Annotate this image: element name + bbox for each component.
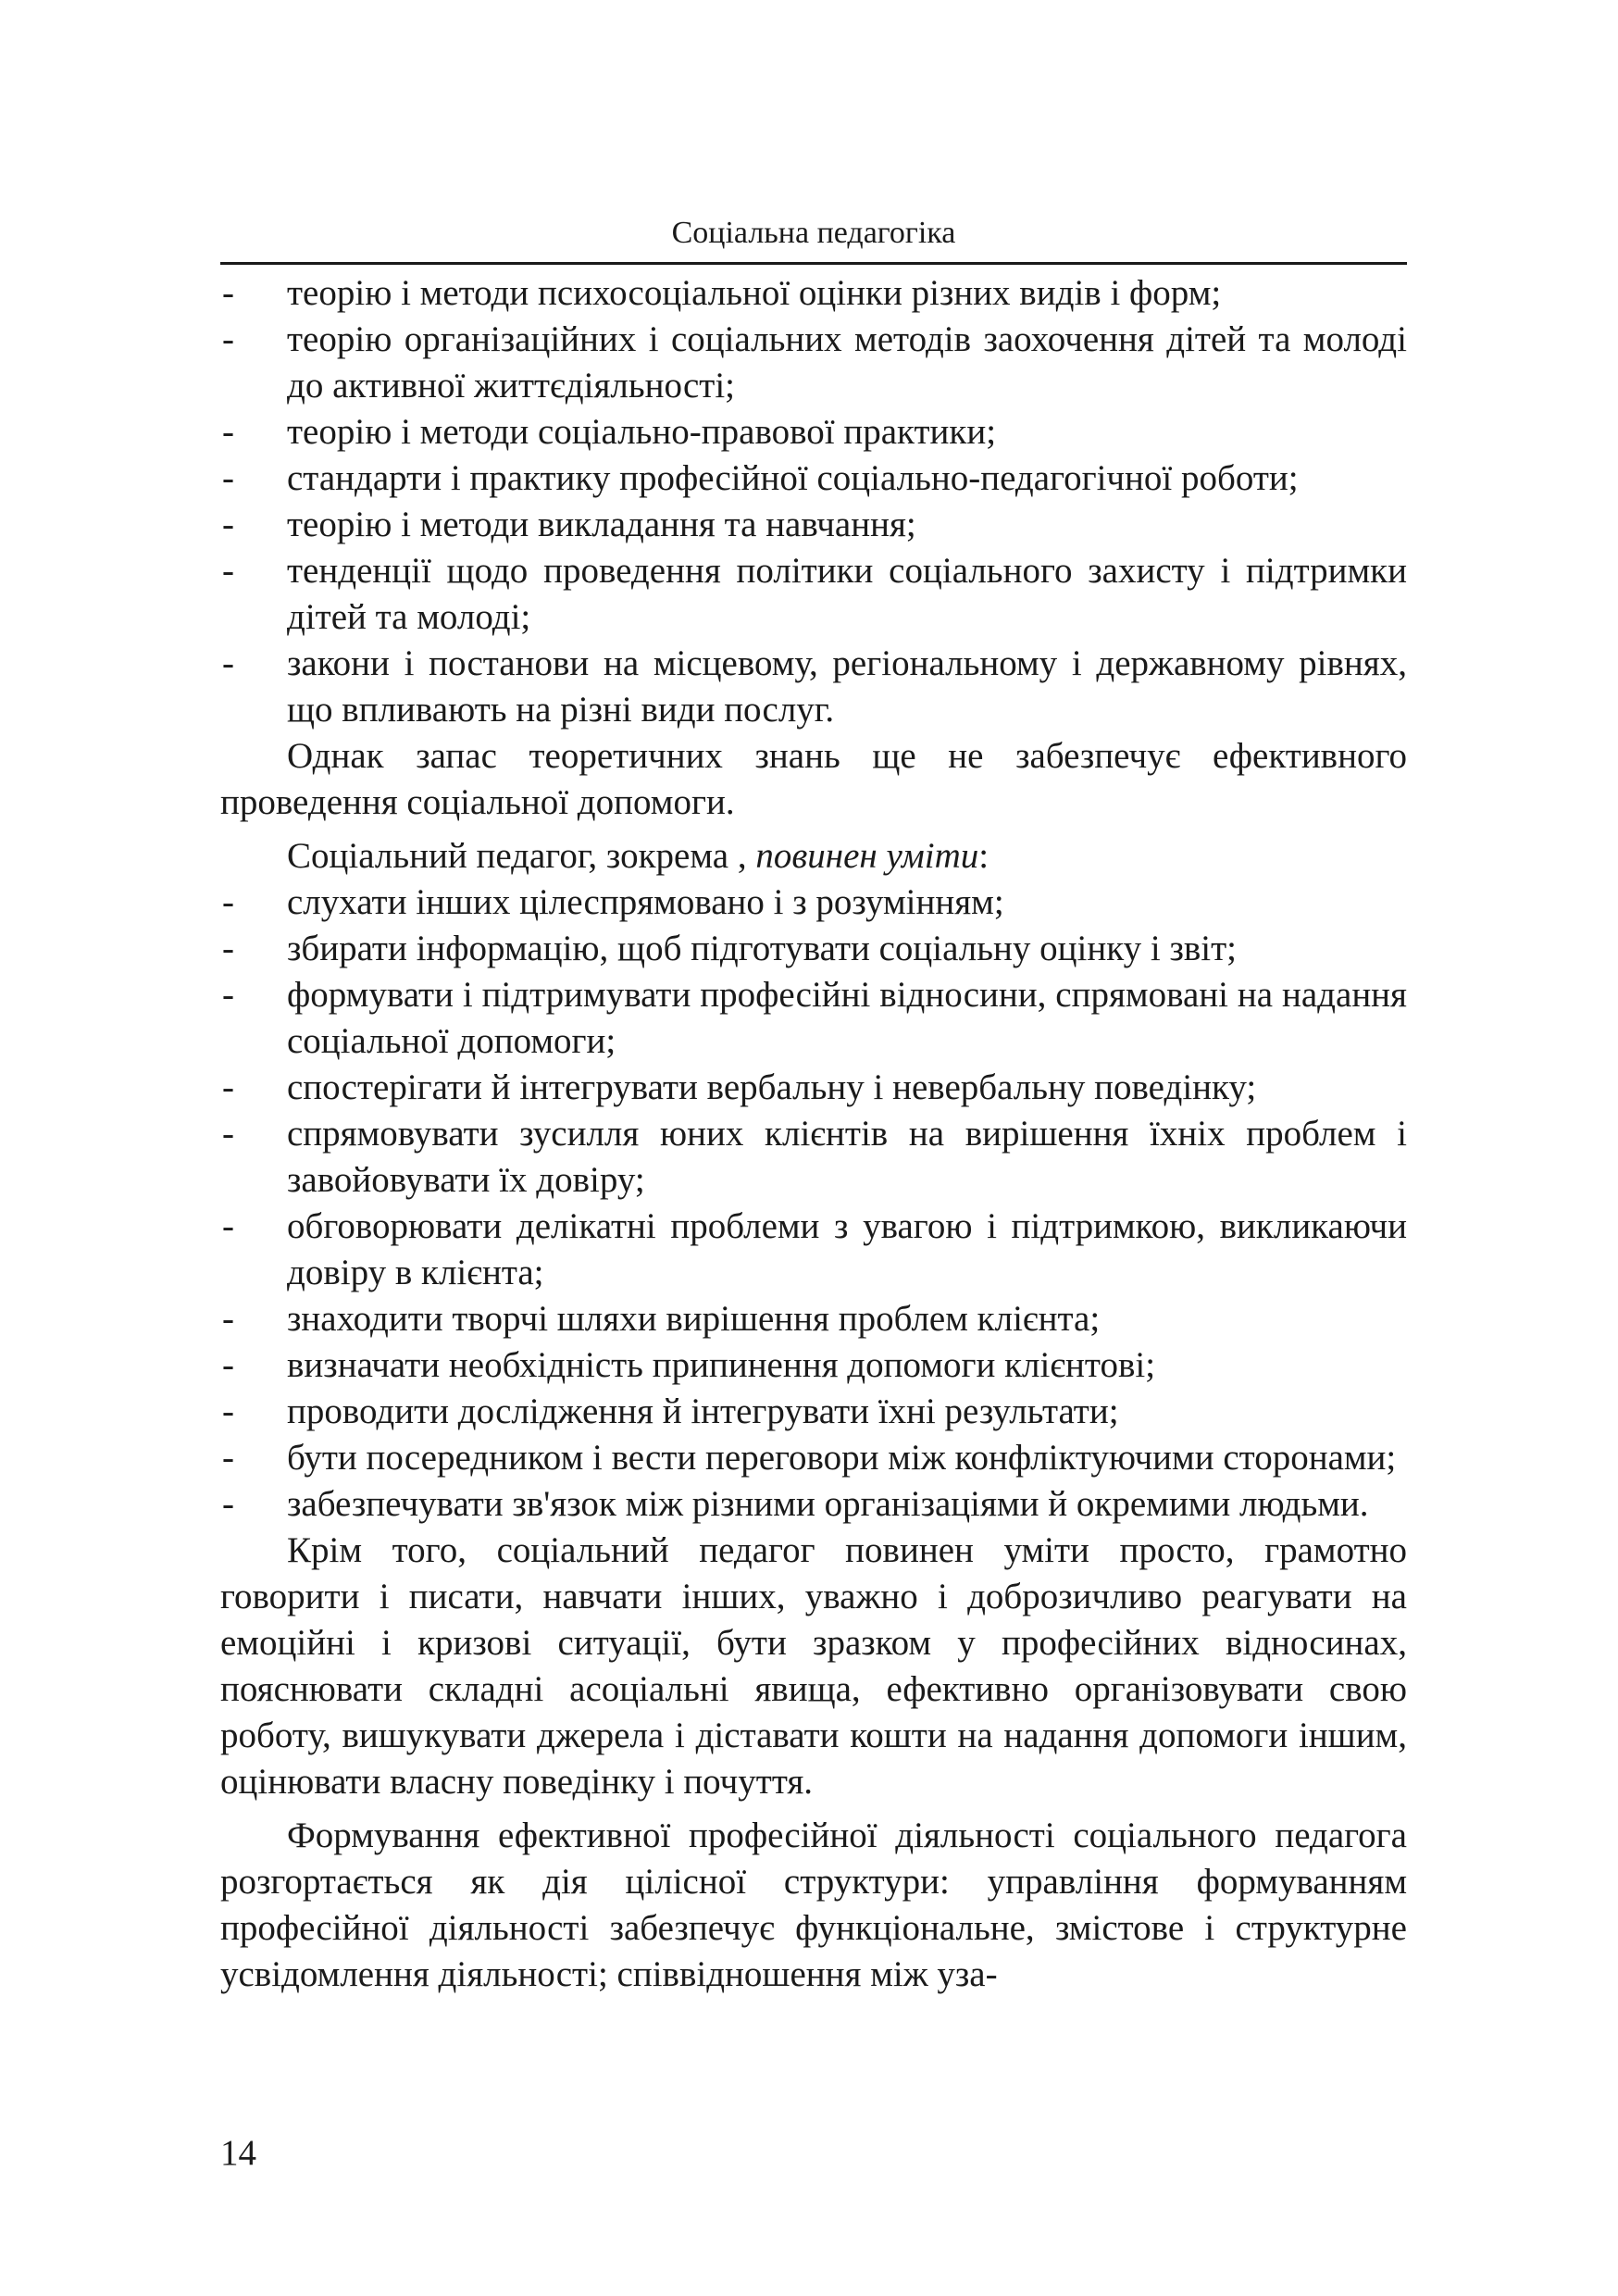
list-item xyxy=(220,880,1407,926)
list-item-text: спрямовувати зусилля юних клієнтів на вирішення їхніх проблем і завойовувати їх довіру; xyxy=(287,1114,1407,1200)
dash-marker: - xyxy=(222,1345,234,1385)
list-item xyxy=(220,1065,1407,1111)
dash-marker: - xyxy=(222,1206,234,1246)
list-item-text: бути посередником і вести переговори між конфліктуючими сторонами; xyxy=(287,1438,1397,1478)
list-item xyxy=(220,1389,1407,1435)
dash-marker: - xyxy=(222,319,234,359)
list-item xyxy=(220,1296,1407,1342)
dash-marker: - xyxy=(222,412,234,452)
dash-marker: - xyxy=(222,458,234,498)
running-head-title: Соціальна педагогіка xyxy=(671,216,956,250)
header-rule xyxy=(220,262,1407,265)
paragraph-skills-intro xyxy=(220,833,1407,880)
list-item-text: теорію і методи викладання та навчання; xyxy=(287,505,916,544)
dash-marker: - xyxy=(222,975,234,1015)
dash-marker: - xyxy=(222,1484,234,1524)
list-item-text: слухати інших цілеспрямовано і з розумінням; xyxy=(287,882,1004,922)
dash-marker: - xyxy=(222,882,234,922)
list-item xyxy=(220,972,1407,1065)
dash-marker: - xyxy=(222,929,234,968)
dash-marker: - xyxy=(222,551,234,591)
list-item-text: проводити дослідження й інтегрувати їхні результати; xyxy=(287,1391,1119,1431)
list-item xyxy=(220,926,1407,972)
dash-marker: - xyxy=(222,1299,234,1339)
knowledge-list xyxy=(220,270,1407,733)
dash-marker: - xyxy=(222,643,234,683)
list-item-text: стандарти і практику професійної соціально-педагогічної роботи; xyxy=(287,458,1299,498)
list-item-text: визначати необхідність припинення допомоги клієнтові; xyxy=(287,1345,1156,1385)
list-item-text: збирати інформацію, щоб підготувати соціальну оцінку і звіт; xyxy=(287,929,1237,968)
dash-marker: - xyxy=(222,1438,234,1478)
book-page xyxy=(220,0,1407,2296)
dash-marker: - xyxy=(222,505,234,544)
paragraph-theory: Однак запас теоретичних знань ще не забезпечує ефективного проведення соціальної допомоги. xyxy=(220,736,1407,822)
list-item-text: теорію організаційних і соціальних методів заохочення дітей та молоді до активної життєдіяльності; xyxy=(287,319,1407,406)
skills-intro-lead: Соціальний педагог, зокрема , xyxy=(287,836,756,876)
paragraph-formation: Формування ефективної професійної діяльності соціального педагога розгортається як дія цілісної структури: управління формуванням професійної діяльності забезпечує функціональне, змістове і структурне усвідомлення діяльності; співвідношення між уза- xyxy=(220,1816,1407,1994)
list-item xyxy=(220,1111,1407,1204)
list-item xyxy=(220,641,1407,733)
list-item-text: забезпечувати зв'язок між різними організаціями й окремими людьми. xyxy=(287,1484,1369,1524)
skills-intro-colon: : xyxy=(978,836,989,876)
list-item-text: обговорювати делікатні проблеми з увагою і підтримкою, викликаючи довіру в клієнта; xyxy=(287,1206,1407,1292)
dash-marker: - xyxy=(222,273,234,313)
list-item xyxy=(220,502,1407,548)
list-item-text: теорію і методи соціально-правової практики; xyxy=(287,412,997,452)
dash-marker: - xyxy=(222,1114,234,1154)
list-item xyxy=(220,548,1407,641)
list-item-text: тенденції щодо проведення політики соціального захисту і підтримки дітей та молоді; xyxy=(287,551,1407,637)
list-item xyxy=(220,1481,1407,1528)
dash-marker: - xyxy=(222,1067,234,1107)
page-body xyxy=(220,270,1407,1998)
list-item-text: теорію і методи психосоціальної оцінки різних видів і форм; xyxy=(287,273,1222,313)
skills-list xyxy=(220,880,1407,1528)
list-item-text: спостерігати й інтегрувати вербальну і невербальну поведінку; xyxy=(287,1067,1257,1107)
list-item xyxy=(220,455,1407,502)
list-item xyxy=(220,1342,1407,1389)
paragraph-besides: Крім того, соціальний педагог повинен уміти просто, грамотно говорити і писати, навчати інших, уважно і доброзичливо реагувати на емоційні і кризові ситуації, бути зразком у професійних відносинах, пояснювати складні асоціальні явища, ефективно організовувати свою роботу, вишукувати джерела і діставати кошти на надання допомоги іншим, оцінювати власну поведінку і почуття. xyxy=(220,1530,1407,1802)
list-item xyxy=(220,270,1407,317)
list-item xyxy=(220,409,1407,455)
skills-intro-emphasis: повинен уміти xyxy=(755,836,979,876)
list-item xyxy=(220,317,1407,409)
dash-marker: - xyxy=(222,1391,234,1431)
list-item-text: знаходити творчі шляхи вирішення проблем клієнта; xyxy=(287,1299,1101,1339)
list-item-text: формувати і підтримувати професійні відносини, спрямовані на надання соціальної допомоги; xyxy=(287,975,1407,1061)
list-item xyxy=(220,1204,1407,1296)
page-number: 14 xyxy=(220,2133,256,2173)
list-item-text: закони і постанови на місцевому, регіональному і державному рівнях, що впливають на різні види послуг. xyxy=(287,643,1407,730)
list-item xyxy=(220,1435,1407,1481)
